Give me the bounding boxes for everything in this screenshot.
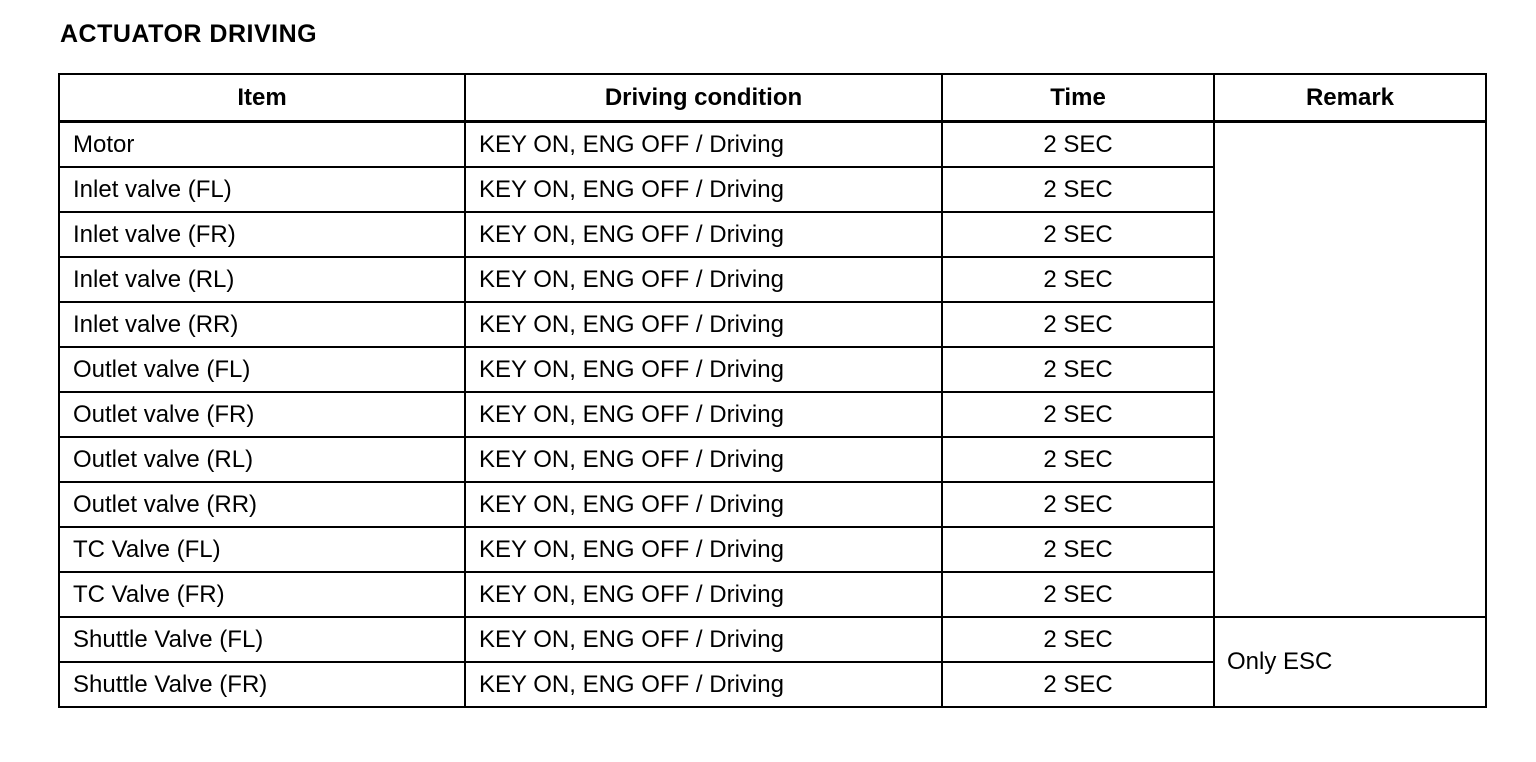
item-cell: Outlet valve (FL): [59, 347, 465, 392]
header-time: Time: [942, 74, 1214, 122]
remark-cell: Only ESC: [1214, 617, 1486, 707]
item-cell: Inlet valve (FR): [59, 212, 465, 257]
time-cell: 2 SEC: [942, 302, 1214, 347]
remark-cell: [1214, 122, 1486, 618]
table-body: [59, 122, 1486, 708]
time-cell: 2 SEC: [942, 572, 1214, 617]
item-cell: Inlet valve (RR): [59, 302, 465, 347]
driving-condition-cell: KEY ON, ENG OFF / Driving: [465, 392, 942, 437]
item-cell: Outlet valve (RR): [59, 482, 465, 527]
time-cell: 2 SEC: [942, 257, 1214, 302]
header-item: Item: [59, 74, 465, 122]
item-cell: Shuttle Valve (FL): [59, 617, 465, 662]
table-header-row: [59, 74, 1486, 122]
actuator-driving-table: [58, 73, 1487, 708]
time-cell: 2 SEC: [942, 482, 1214, 527]
time-cell: 2 SEC: [942, 347, 1214, 392]
time-cell: 2 SEC: [942, 617, 1214, 662]
item-cell: TC Valve (FR): [59, 572, 465, 617]
driving-condition-cell: KEY ON, ENG OFF / Driving: [465, 257, 942, 302]
time-cell: 2 SEC: [942, 212, 1214, 257]
header-driving-condition: Driving condition: [465, 74, 942, 122]
item-cell: Outlet valve (RL): [59, 437, 465, 482]
page-title: ACTUATOR DRIVING: [60, 20, 318, 48]
driving-condition-cell: KEY ON, ENG OFF / Driving: [465, 212, 942, 257]
table-row: [59, 122, 1486, 168]
driving-condition-cell: KEY ON, ENG OFF / Driving: [465, 527, 942, 572]
time-cell: 2 SEC: [942, 437, 1214, 482]
time-cell: 2 SEC: [942, 122, 1214, 168]
time-cell: 2 SEC: [942, 167, 1214, 212]
driving-condition-cell: KEY ON, ENG OFF / Driving: [465, 572, 942, 617]
driving-condition-cell: KEY ON, ENG OFF / Driving: [465, 347, 942, 392]
item-cell: Inlet valve (RL): [59, 257, 465, 302]
driving-condition-cell: KEY ON, ENG OFF / Driving: [465, 662, 942, 707]
time-cell: 2 SEC: [942, 527, 1214, 572]
driving-condition-cell: KEY ON, ENG OFF / Driving: [465, 167, 942, 212]
item-cell: TC Valve (FL): [59, 527, 465, 572]
driving-condition-cell: KEY ON, ENG OFF / Driving: [465, 122, 942, 168]
driving-condition-cell: KEY ON, ENG OFF / Driving: [465, 302, 942, 347]
driving-condition-cell: KEY ON, ENG OFF / Driving: [465, 617, 942, 662]
table-row: [59, 617, 1486, 662]
header-remark: Remark: [1214, 74, 1486, 122]
time-cell: 2 SEC: [942, 392, 1214, 437]
item-cell: Inlet valve (FL): [59, 167, 465, 212]
time-cell: 2 SEC: [942, 662, 1214, 707]
driving-condition-cell: KEY ON, ENG OFF / Driving: [465, 482, 942, 527]
item-cell: Outlet valve (FR): [59, 392, 465, 437]
item-cell: Motor: [59, 122, 465, 168]
driving-condition-cell: KEY ON, ENG OFF / Driving: [465, 437, 942, 482]
item-cell: Shuttle Valve (FR): [59, 662, 465, 707]
